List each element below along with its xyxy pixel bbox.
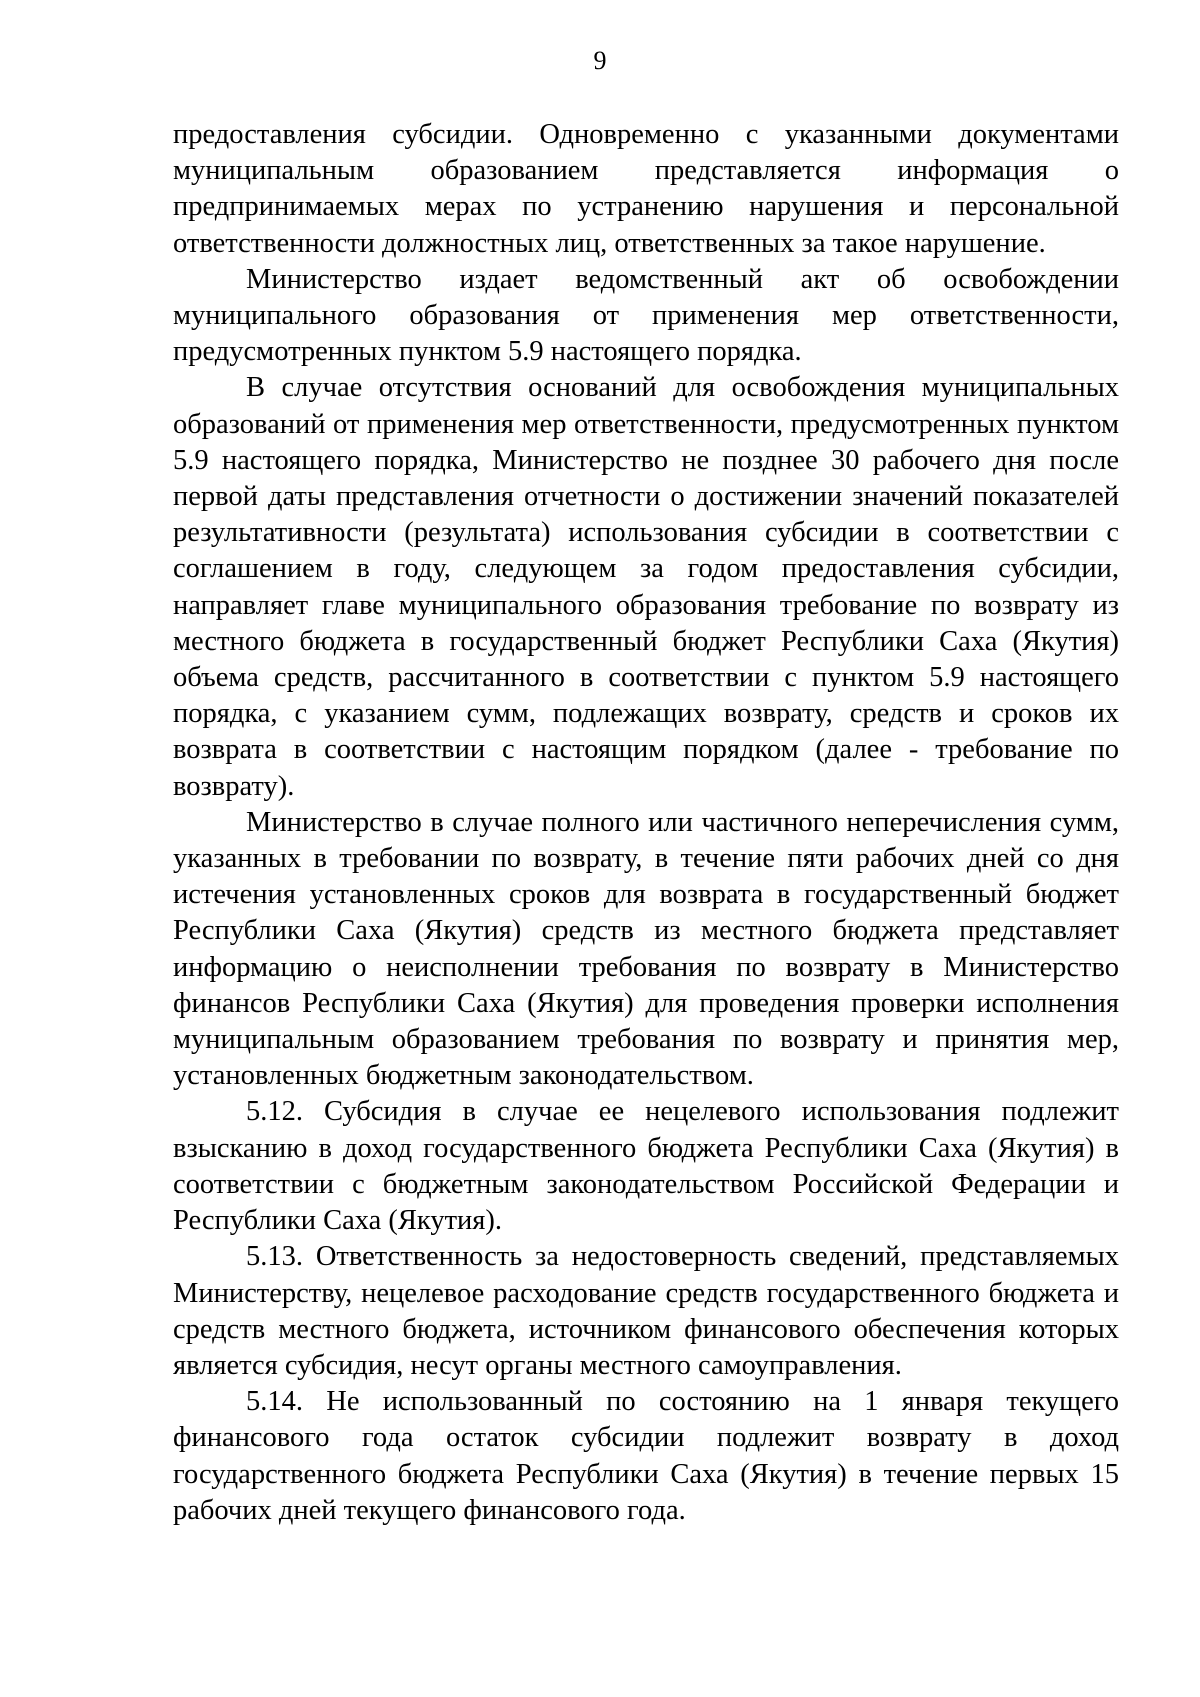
paragraph-5-13: 5.13. Ответственность за недостоверность сведений, представляемых Министерству, нецелевое расходование средств государственного бюджета и средств местного бюджета, источником финансового обеспечения которых является субсидия, несут органы местного самоуправления. xyxy=(173,1241,1119,1381)
paragraph-continuation: предоставления субсидии. Одновременно с указанными документами муниципальным образованием представляется информация о предпринимаемых мерах по устранению нарушения и персональной ответственности должностных лиц, ответственных за такое нарушение. xyxy=(173,119,1119,259)
paragraph-5-14: 5.14. Не использованный по состоянию на 1 января текущего финансового года остаток субсидии подлежит возврату в доход государственного бюджета Республики Саха (Якутия) в течение первых 15 рабочих дней текущего финансового года. xyxy=(173,1386,1119,1526)
paragraph-non-transfer-info: Министерство в случае полного или частичного неперечисления сумм, указанных в требовании по возврату, в течение пяти рабочих дней со дня истечения установленных сроков для возврата в государственный бюджет Республики Саха (Якутия) средств из местного бюджета представляет информацию о неисполнении требования по возврату в Министерство финансов Республики Саха (Якутия) для проведения проверки исполнения муниципальным образованием требования по возврату и принятия мер, установленных бюджетным законодательством. xyxy=(173,806,1119,1092)
paragraph-5-12: 5.12. Субсидия в случае ее нецелевого использования подлежит взысканию в доход государственного бюджета Республики Саха (Якутия) в соответствии с бюджетным законодательством Российской Федерации и Республики Саха (Якутия). xyxy=(173,1096,1119,1237)
page-number: 9 xyxy=(593,46,607,75)
paragraph-ministry-act: Министерство издает ведомственный акт об освобождении муниципального образования от применения мер ответственности, предусмотренных пунктом 5.9 настоящего порядка. xyxy=(173,263,1119,368)
paragraph-no-grounds-requirement: В случае отсутствия оснований для освобождения муниципальных образований от применения мер ответственности, предусмотренных пунктом 5.9 настоящего порядка, Министерство не позднее 30 рабочего дня после первой даты представления отчетности о достижении значений показателей результативности (результата) использования субсидии в соответствии с соглашением в году, следующем за годом предоставления субсидии, направляет главе муниципального образования требование по возврату из местного бюджета в государственный бюджет Республики Саха (Якутия) объема средств, рассчитанного в соответствии с пунктом 5.9 настоящего порядка, с указанием сумм, подлежащих возврату, средств и сроков их возврата в соответствии с настоящим порядком (далее - требование по возврату). xyxy=(173,372,1119,802)
document-body xyxy=(173,117,1119,1529)
